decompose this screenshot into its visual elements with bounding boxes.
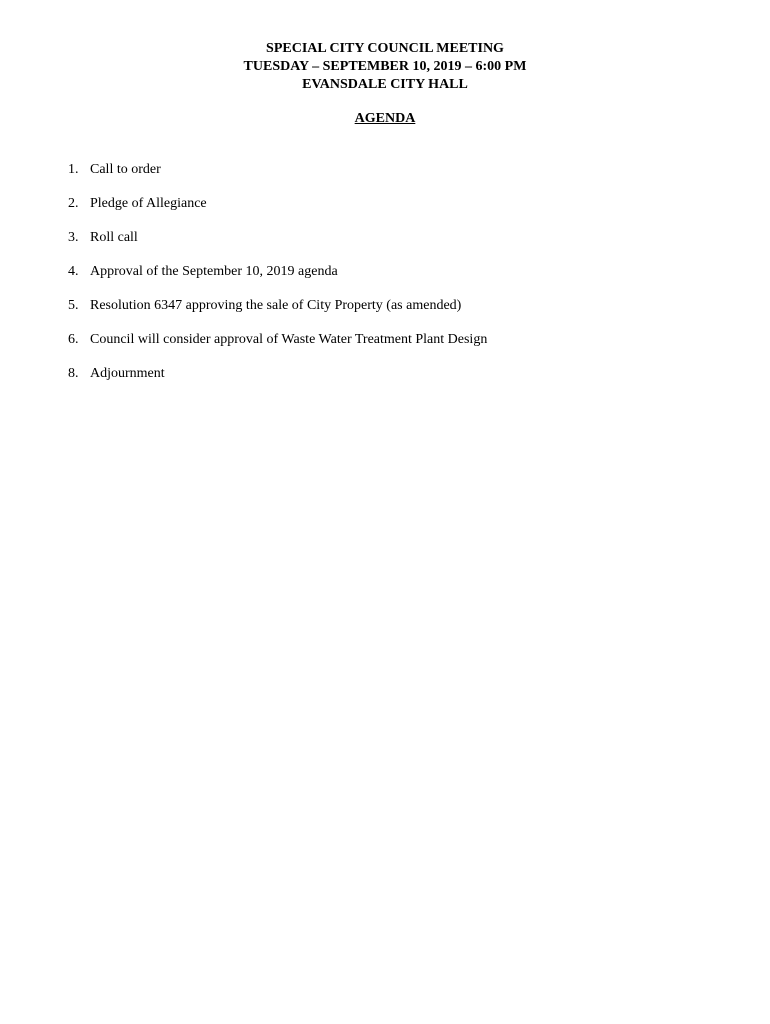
meeting-location: EVANSDALE CITY HALL (302, 77, 468, 92)
agenda-item-text: Roll call (90, 230, 138, 245)
agenda-list (68, 161, 748, 399)
document-header (0, 40, 770, 94)
agenda-item-text: Adjournment (90, 366, 165, 381)
agenda-item-text: Approval of the September 10, 2019 agenda (90, 264, 338, 279)
agenda-item (68, 195, 748, 213)
agenda-item-text: Pledge of Allegiance (90, 196, 207, 211)
agenda-item (68, 331, 748, 349)
agenda-item-number: 2. (68, 196, 79, 211)
agenda-item-number: 1. (68, 162, 79, 177)
agenda-item (68, 263, 748, 281)
agenda-item-number: 4. (68, 264, 79, 279)
agenda-item-text: Call to order (90, 162, 161, 177)
agenda-heading: AGENDA (354, 111, 416, 126)
agenda-item (68, 297, 748, 315)
agenda-item (68, 229, 748, 247)
meeting-datetime: TUESDAY – SEPTEMBER 10, 2019 – 6:00 PM (243, 59, 527, 74)
agenda-item-number: 3. (68, 230, 79, 245)
meeting-title: SPECIAL CITY COUNCIL MEETING (266, 41, 504, 56)
agenda-item-text: Resolution 6347 approving the sale of City Property (as amended) (90, 298, 462, 313)
agenda-item-number: 8. (68, 366, 79, 381)
agenda-item-number: 5. (68, 298, 79, 313)
agenda-item (68, 365, 748, 383)
agenda-item-text: Council will consider approval of Waste Water Treatment Plant Design (90, 332, 488, 347)
agenda-item (68, 161, 748, 179)
agenda-item-number: 6. (68, 332, 79, 347)
